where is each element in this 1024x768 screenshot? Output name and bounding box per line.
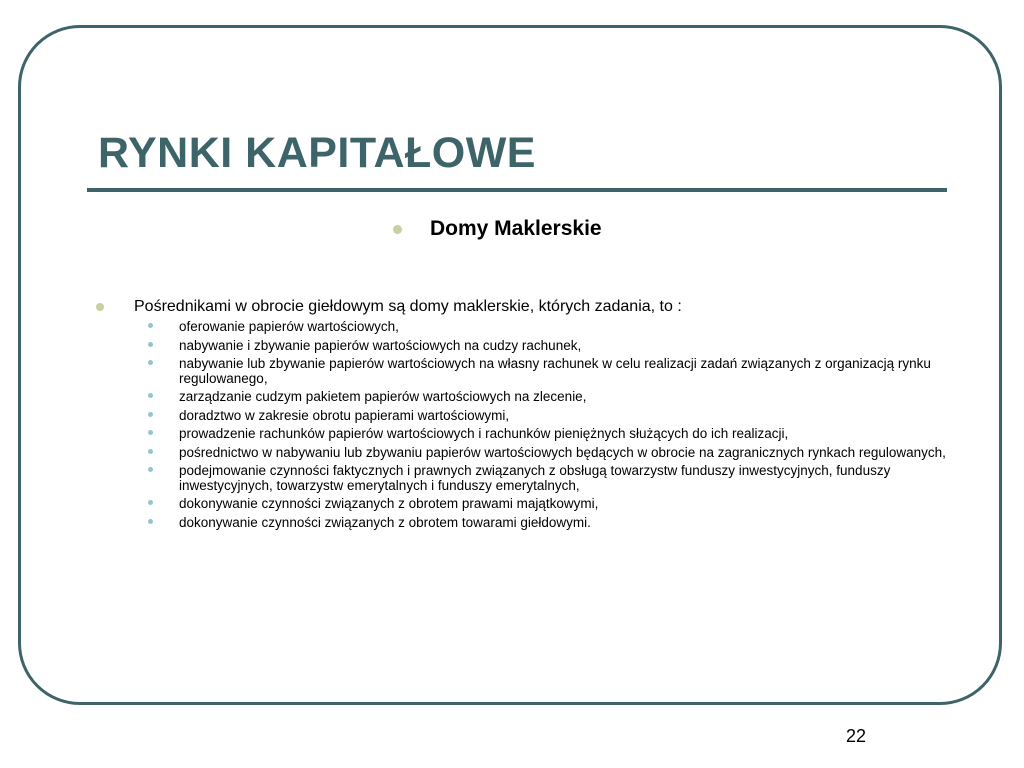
intro-text: Pośrednikami w obrocie giełdowym są domy maklerskie, których zadania, to : [134,298,682,315]
list-item [147,446,947,461]
list-item-text: dokonywanie czynności związanych z obrotem towarami giełdowymi. [179,514,591,530]
list-item-text: zarządzanie cudzym pakietem papierów wartościowych na zlecenie, [179,389,587,404]
bullet-dot-icon [148,342,153,347]
task-list [147,320,947,534]
bullet-dot-icon [148,430,153,435]
bullet-dot-icon [148,467,153,472]
list-item [147,339,947,354]
list-item [147,390,947,405]
list-item [147,320,947,335]
bullet-dot-icon [96,303,104,311]
intro-row [96,297,682,317]
bullet-dot-icon [393,225,402,234]
list-item-text: dokonywanie czynności związanych z obrotem prawami majątkowymi, [179,496,599,511]
slide-title: RYNKI KAPITAŁOWE [98,129,536,177]
bullet-dot-icon [148,360,153,365]
bullet-dot-icon [148,412,153,417]
list-item [147,409,947,424]
bullet-dot-icon [148,393,153,398]
slide-subtitle: Domy Maklerskie [430,217,602,240]
list-item [147,464,947,493]
list-item-text: podejmowanie czynności faktycznych i prawnych związanych z obsługą towarzystw funduszy inwestycyjnych, funduszy inwestycyjnych, towarzystw emerytalnych i funduszy emerytalnych, [179,463,891,493]
list-item-text: nabywanie lub zbywanie papierów wartościowych na własny rachunek w celu realizacji zadań związanych z organizacją rynku regulowanego, [179,356,931,386]
list-item [147,357,947,386]
list-item-text: nabywanie i zbywanie papierów wartościowych na cudzy rachunek, [179,337,582,353]
subtitle-row [393,214,602,244]
title-divider [87,188,947,192]
bullet-dot-icon [148,519,153,524]
bullet-dot-icon [148,323,153,328]
list-item-text: prowadzenie rachunków papierów wartościowych i rachunków pieniężnych służących do ich realizacji, [179,426,789,441]
bullet-dot-icon [148,500,153,505]
list-item [147,497,947,512]
list-item-text: pośrednictwo w nabywaniu lub zbywaniu papierów wartościowych będących w obrocie na zagranicznych rynkach regulowanych, [179,444,946,460]
list-item [147,516,947,531]
bullet-dot-icon [148,449,153,454]
list-item-text: doradztwo w zakresie obrotu papierami wartościowymi, [179,407,510,423]
page-number: 22 [846,726,867,746]
list-item-text: oferowanie papierów wartościowych, [179,319,399,334]
list-item [147,427,947,442]
